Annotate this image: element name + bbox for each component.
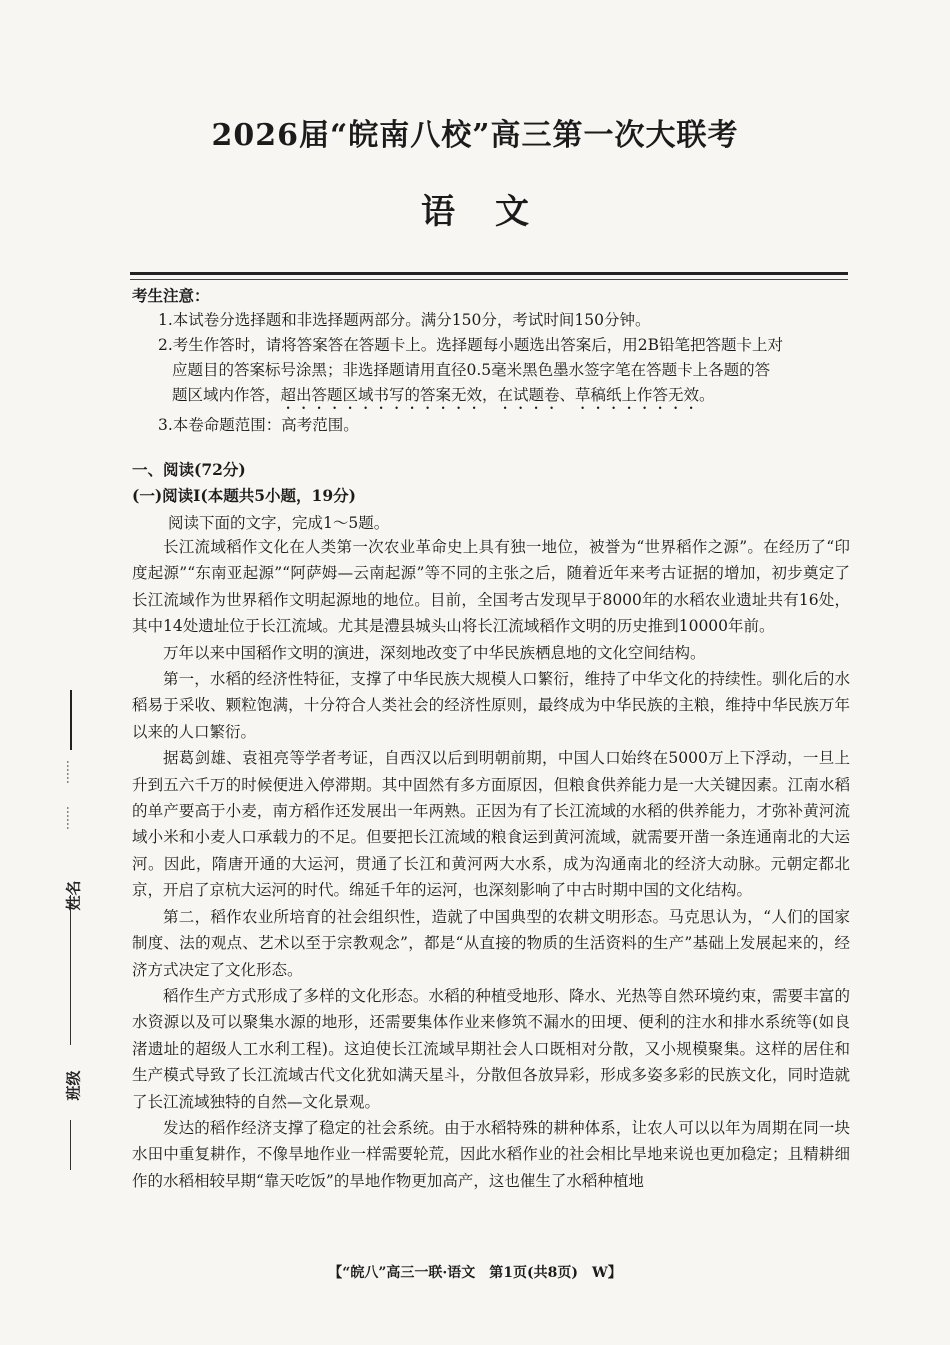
notice-item-2-plain: 题区域内作答， <box>172 386 281 404</box>
header-divider-thick <box>130 272 848 275</box>
notice-item-2-line-3 <box>132 383 850 413</box>
passage-paragraph: 发达的稻作经济支撑了稳定的社会系统。由于水稻特殊的耕种体系，让农人可以以年为周期在同一块水田中重复耕作，不像旱地作业一样需要轮荒，因此水稻作业的社会相比旱地来说也更加稳定；且精耕细作的水稻相较早期“靠天吃饭”的旱地作物更加高产，这也催生了水稻种植地 <box>132 1118 850 1190</box>
notice-heading: 考生注意： <box>132 286 210 305</box>
passage-paragraph: 万年以来中国稻作文明的演进，深刻地改变了中华民族栖息地的文化空间结构。 <box>163 643 706 662</box>
passage-paragraph: 稻作生产方式形成了多样的文化形态。水稻的种植受地形、降水、光热等自然环境约束，需要丰富的水资源以及可以聚集水源的地形，还需要集体作业来修筑不漏水的田埂、便利的注水和排水系统等(如良渚遗址的超级人工水利工程)。这迫使长江流域早期社会人口既相对分散，又小规模聚集。这样的居住和生产模式导致了长江流域古代文化犹如满天星斗，分散但各放异彩，形成多姿多彩的民族文化，同时造就了长江流域独特的自然—文化景观。 <box>132 986 850 1111</box>
margin-mark: …… <box>64 806 78 830</box>
passage-paragraph: 长江流域稻作文化在人类第一次农业革命史上具有独一地位，被誉为“世界稻作之源”。在经历了“印度起源”“东南亚起源”“阿萨姆—云南起源”等不同的主张之后，随着近年来考古证据的增加，初步奠定了长江流域作为世界稻作文明起源地的地位。目前，全国考古发现早于8000年的水稻农业遗址共有16处，其中14处遗址位于长江流域。尤其是澧县城头山将长江流域稻作文明的历史推到10000年前。 <box>132 538 850 636</box>
name-label: 姓名 <box>64 880 83 911</box>
binding-margin <box>40 680 100 1160</box>
section-heading-reading: 一、阅读(72分) <box>132 460 246 479</box>
notice-item-3-text: 3.本卷命题范围：高考范围。 <box>158 416 359 434</box>
passage-paragraph: 据葛剑雄、袁祖亮等学者考证，自西汉以后到明朝前期，中国人口始终在5000万上下浮动，一旦上升到五六千万的时候便进入停滞期。其中固然有多方面原因，但粮食供养能力是一大关键因素。江南水稻的单产要高于小麦，南方稻作还发展出一年两熟。正因为有了长江流域的水稻的供养能力，才弥补黄河流域小米和小麦人口承载力的不足。但要把长江流域的粮食运到黄河流域，就需要开凿一条连通南北的大运河。因此，隋唐开通的大运河，贯通了长江和黄河两大水系，成为沟通南北的经济大动脉。元朝定都北京，开启了京杭大运河的时代。绵延千年的运河，也深刻影响了中古时期中国的文化结构。 <box>132 749 850 900</box>
class-write-line[interactable] <box>70 1120 71 1170</box>
page-footer: 【“皖八”高三一联·语文 第1页(共8页) W】 <box>328 1265 622 1281</box>
passage-paragraph: 第二，稻作农业所培育的社会组织性，造就了中国典型的农耕文明形态。马克思认为，“人们的国家制度、法的观点、艺术以至于宗教观念”，都是“从直接的物质的生活资料的生产”基础上发展起来的，经济方式决定了文化形态。 <box>132 907 850 979</box>
name-write-line[interactable] <box>70 895 71 1045</box>
notice-item-2-line-2: 应题目的答案标号涂黑；非选择题请用直径0.5毫米黑色墨水签字笔在答题卡上各题的答 <box>172 361 771 379</box>
notice-item-3 <box>132 413 850 438</box>
section-subheading-reading-1: (一)阅读Ⅰ(本题共5小题，19分) <box>132 486 356 505</box>
margin-mark: …… <box>64 760 78 784</box>
passage-paragraph: 第一，水稻的经济性特征，支撑了中华民族大规模人口繁衍，维持了中华文化的持续性。驯化后的水稻易于采收、颗粒饱满，十分符合人类社会的经济性原则，最终成为中华民族的主粮，维持中华民族万年以来的人口繁衍。 <box>132 670 850 741</box>
notice-item-1-text: 1.本试卷分选择题和非选择题两部分。满分150分，考试时间150分钟。 <box>158 311 651 329</box>
subject-title: 语文 <box>421 192 569 232</box>
notice-item-2 <box>132 333 850 358</box>
exam-title: 2026届“皖南八校”高三第一次大联考 <box>211 118 739 153</box>
notice-item-1 <box>132 308 850 333</box>
notice-item-2-line-1: 2.考生作答时，请将答案答在答题卡上。选择题每小题选出答案后，用2B铅笔把答题卡上对 <box>158 336 784 354</box>
class-label: 班级 <box>64 1070 83 1101</box>
margin-line <box>70 690 72 750</box>
header-divider-thin <box>130 279 848 280</box>
reading-instruction: 阅读下面的文字，完成1～5题。 <box>168 514 390 532</box>
notice-item-2-emphasis: 超出答题区域书写的答案无效，在试题卷、草稿纸上作答无效。 <box>280 386 715 404</box>
reading-passage <box>132 534 850 1194</box>
candidate-notice <box>132 283 850 438</box>
